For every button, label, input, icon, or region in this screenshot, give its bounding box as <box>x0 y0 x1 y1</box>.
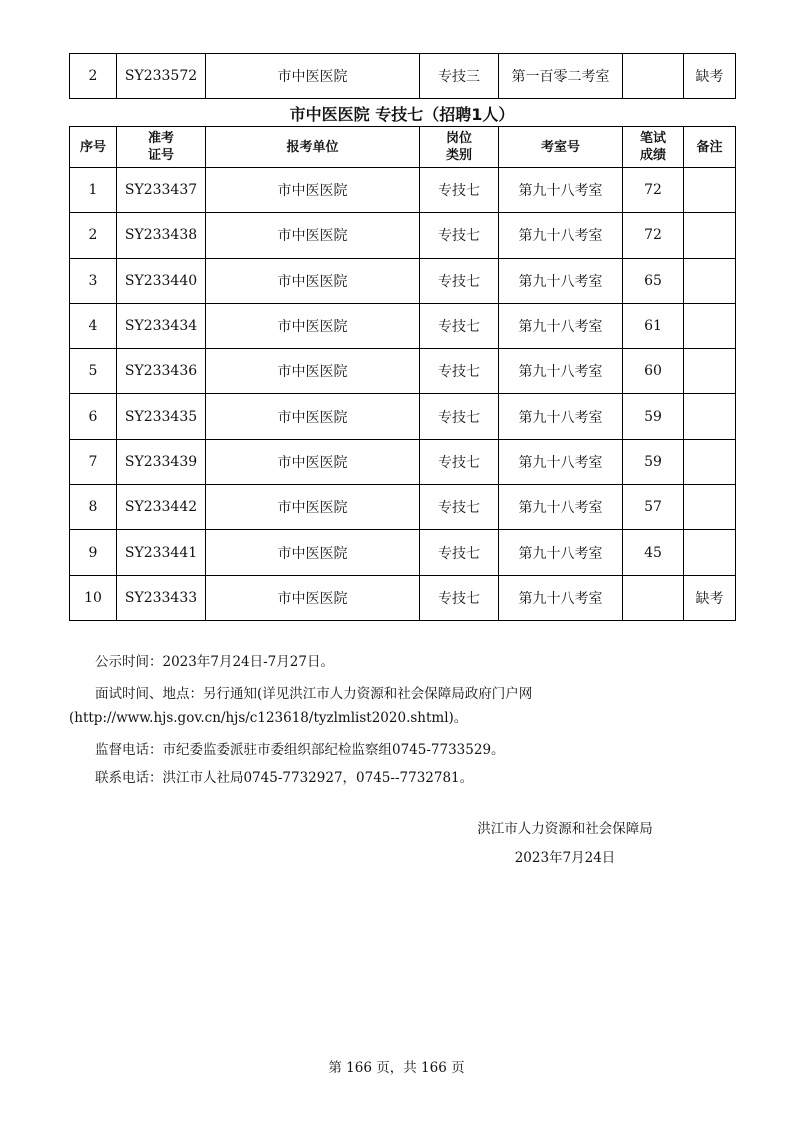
exam-no-cell: SY233435 <box>117 394 206 439</box>
remark-cell <box>684 530 736 575</box>
seq-cell: 6 <box>70 394 117 439</box>
exam-no-cell: SY233437 <box>117 168 206 213</box>
table-row <box>70 439 736 484</box>
table-row <box>70 485 736 530</box>
post-cell: 专技七 <box>420 485 499 530</box>
unit-cell: 市中医医院 <box>206 394 420 439</box>
remark-cell: 缺考 <box>684 575 736 620</box>
exam-no-cell: SY233433 <box>117 575 206 620</box>
room-cell: 第九十八考室 <box>499 258 623 303</box>
room-cell: 第九十八考室 <box>499 394 623 439</box>
signature-date: 2023年7月24日 <box>514 850 616 866</box>
unit-cell: 市中医医院 <box>206 213 420 258</box>
score-cell: 45 <box>623 530 684 575</box>
post-cell: 专技三 <box>420 54 499 99</box>
publicity-note: 公示时间：2023年7月24日-7月27日。 <box>95 654 334 670</box>
seq-cell: 2 <box>70 213 117 258</box>
post-cell: 专技七 <box>420 258 499 303</box>
post-cell: 专技七 <box>420 213 499 258</box>
interview-url: (http://www.hjs.gov.cn/hjs/c123618/tyzlmlist2020.shtml)。 <box>69 710 468 726</box>
unit-cell: 市中医医院 <box>206 485 420 530</box>
table-row <box>70 530 736 575</box>
exam-no-cell: SY233442 <box>117 485 206 530</box>
seq-cell: 4 <box>70 303 117 348</box>
remark-cell <box>684 303 736 348</box>
remark-cell <box>684 439 736 484</box>
header-room: 考室号 <box>499 127 623 168</box>
section-title: 市中医医院 专技七（招聘1人） <box>289 105 515 124</box>
score-cell: 60 <box>623 349 684 394</box>
unit-cell: 市中医医院 <box>206 303 420 348</box>
exam-no-cell: SY233441 <box>117 530 206 575</box>
supervision-note: 监督电话：市纪委监委派驻市委组织部纪检监察组0745-7733529。 <box>95 742 505 758</box>
score-cell: 72 <box>623 168 684 213</box>
table-row <box>70 213 736 258</box>
unit-cell: 市中医医院 <box>206 349 420 394</box>
room-cell: 第一百零二考室 <box>499 54 623 99</box>
post-cell: 专技七 <box>420 530 499 575</box>
seq-cell: 1 <box>70 168 117 213</box>
post-cell: 专技七 <box>420 168 499 213</box>
contact-note: 联系电话：洪江市人社局0745-7732927，0745--7732781。 <box>95 770 474 786</box>
table-row <box>70 303 736 348</box>
post-cell: 专技七 <box>420 303 499 348</box>
remark-cell <box>684 349 736 394</box>
post-cell: 专技七 <box>420 394 499 439</box>
room-cell: 第九十八考室 <box>499 349 623 394</box>
page-footer: 第 166 页，共 166 页 <box>328 1060 465 1076</box>
unit-cell: 市中医医院 <box>206 258 420 303</box>
previous-section-table <box>69 53 736 99</box>
header-remark: 备注 <box>684 127 736 168</box>
header-row <box>70 127 736 168</box>
table-row <box>70 258 736 303</box>
header-post: 岗位 类别 <box>420 127 499 168</box>
remark-cell <box>684 485 736 530</box>
header-exam-no: 准考 证号 <box>117 127 206 168</box>
seq-cell: 3 <box>70 258 117 303</box>
score-cell: 57 <box>623 485 684 530</box>
post-cell: 专技七 <box>420 439 499 484</box>
score-cell: 65 <box>623 258 684 303</box>
remark-cell: 缺考 <box>684 54 736 99</box>
exam-no-cell: SY233572 <box>117 54 206 99</box>
table-row <box>70 394 736 439</box>
seq-cell: 9 <box>70 530 117 575</box>
seq-cell: 2 <box>70 54 117 99</box>
remark-cell <box>684 394 736 439</box>
room-cell: 第九十八考室 <box>499 530 623 575</box>
score-cell: 59 <box>623 394 684 439</box>
exam-no-cell: SY233436 <box>117 349 206 394</box>
seq-cell: 5 <box>70 349 117 394</box>
post-cell: 专技七 <box>420 575 499 620</box>
signature-org: 洪江市人力资源和社会保障局 <box>477 821 653 837</box>
score-cell <box>623 575 684 620</box>
results-table <box>69 126 736 621</box>
exam-no-cell: SY233440 <box>117 258 206 303</box>
room-cell: 第九十八考室 <box>499 303 623 348</box>
room-cell: 第九十八考室 <box>499 485 623 530</box>
seq-cell: 10 <box>70 575 117 620</box>
table-row <box>70 54 736 99</box>
unit-cell: 市中医医院 <box>206 439 420 484</box>
exam-no-cell: SY233439 <box>117 439 206 484</box>
score-cell <box>623 54 684 99</box>
table-row <box>70 575 736 620</box>
room-cell: 第九十八考室 <box>499 168 623 213</box>
remark-cell <box>684 213 736 258</box>
table-row <box>70 349 736 394</box>
unit-cell: 市中医医院 <box>206 168 420 213</box>
room-cell: 第九十八考室 <box>499 213 623 258</box>
seq-cell: 7 <box>70 439 117 484</box>
exam-no-cell: SY233438 <box>117 213 206 258</box>
unit-cell: 市中医医院 <box>206 530 420 575</box>
seq-cell: 8 <box>70 485 117 530</box>
interview-note: 面试时间、地点：另行通知(详见洪江市人力资源和社会保障局政府门户网 <box>95 686 533 702</box>
remark-cell <box>684 258 736 303</box>
header-unit: 报考单位 <box>206 127 420 168</box>
room-cell: 第九十八考室 <box>499 439 623 484</box>
header-score: 笔试 成绩 <box>623 127 684 168</box>
score-cell: 72 <box>623 213 684 258</box>
table-row <box>70 168 736 213</box>
room-cell: 第九十八考室 <box>499 575 623 620</box>
post-cell: 专技七 <box>420 349 499 394</box>
unit-cell: 市中医医院 <box>206 575 420 620</box>
remark-cell <box>684 168 736 213</box>
unit-cell: 市中医医院 <box>206 54 420 99</box>
exam-no-cell: SY233434 <box>117 303 206 348</box>
notes <box>69 650 749 790</box>
score-cell: 59 <box>623 439 684 484</box>
header-seq: 序号 <box>70 127 117 168</box>
score-cell: 61 <box>623 303 684 348</box>
